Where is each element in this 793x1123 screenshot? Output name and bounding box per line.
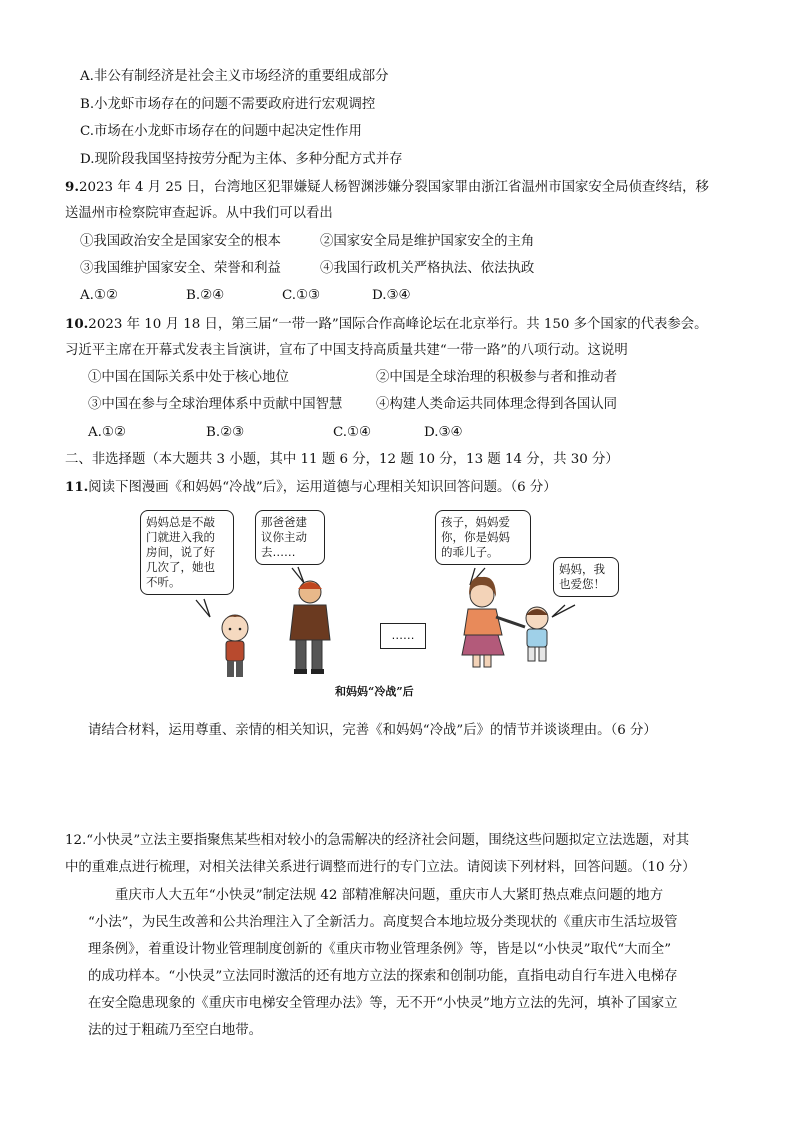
holding-hands-arm (496, 617, 525, 627)
q9-choice-a: A.①② (80, 288, 118, 303)
q11-prompt: 请结合材料，运用尊重、亲情的相关知识，完善《和妈妈“冷战”后》的情节并谈谈理由。（6 分） (88, 723, 657, 738)
q11-stem (65, 478, 557, 497)
q10-choice-b: B.②③ (206, 425, 245, 440)
mother-figure (462, 577, 525, 667)
q9-statement-2: ②国家安全局是维护国家安全的主角 (320, 234, 535, 249)
son-figure (526, 607, 548, 661)
q12-material-line5: 在安全隐患现象的《重庆市电梯安全管理办法》等，无不开“小快灵”地方立法的先河，填补了国家立 (88, 996, 678, 1011)
q8-option-b: B.小龙虾市场存在的问题不需要政府进行宏观调控 (80, 97, 376, 112)
section-heading: 二、非选择题（本大题共 3 小题，其中 11 题 6 分，12 题 10 分，13 题 14 分，共 30 分） (65, 452, 619, 467)
q12-material-line6: 法的过于粗疏乃至空白地带。 (88, 1023, 263, 1038)
comic-caption: 和妈妈“冷战”后 (335, 685, 414, 698)
q8-option-d: D.现阶段我国坚持按劳分配为主体、多种分配方式并存 (80, 152, 403, 167)
q9-choice-c: C.①③ (282, 288, 321, 303)
q10-stem-line1 (65, 315, 708, 334)
q8-option-c: C.市场在小龙虾市场存在的问题中起决定性作用 (80, 124, 362, 139)
q9-choice-d: D.③④ (372, 288, 411, 303)
speech-bubble-son: 妈妈，我 也爱您！ (553, 557, 619, 597)
q12-material-line2: “小法”，为民生改善和公共治理注入了全新活力。高度契合本地垃圾分类现状的《重庆市生活垃圾管 (88, 915, 678, 930)
bubble-tail-father (292, 567, 304, 583)
q9-number: 9. (65, 179, 79, 195)
q9-text: 2023 年 4 月 25 日，台湾地区犯罪嫌疑人杨智渊涉嫌分裂国家罪由浙江省温州市国家安全局侦查终结，移 (78, 180, 709, 195)
q10-statement-4: ④构建人类命运共同体理念得到各国认同 (376, 397, 618, 412)
q10-stem-line2: 习近平主席在开幕式发表主旨演讲，宣布了中国支持高质量共建“一带一路”的八项行动。这说明 (65, 343, 628, 358)
q10-statement-3: ③中国在参与全球治理体系中贡献中国智慧 (88, 397, 343, 412)
q11-text: 阅读下图漫画《和妈妈“冷战”后》，运用道德与心理相关知识回答问题。（6 分） (88, 480, 557, 495)
q9-statement-3: ③我国维护国家安全、荣誉和利益 (80, 261, 281, 276)
speech-bubble-child: 妈妈总是不敲 门就进入我的 房间，说了好 几次了，她也 不听。 (140, 510, 234, 595)
q10-choice-c: C.①④ (333, 425, 372, 440)
bubble-tail-child (196, 599, 210, 617)
bubble-tail-mother (470, 568, 485, 585)
q9-statement-1: ①我国政治安全是国家安全的根本 (80, 234, 281, 249)
boy-figure (222, 615, 248, 677)
q12-material-line4: 的成功样本。“小快灵”立法同时激活的还有地方立法的探索和创制功能，直指电动自行车进入电梯存 (88, 969, 678, 984)
father-figure (290, 581, 330, 674)
q10-choice-d: D.③④ (424, 425, 463, 440)
ellipsis-panel: …… (380, 623, 426, 649)
q12-material-line3: 理条例》，着重设计物业管理制度创新的《重庆市物业管理条例》等，皆是以“小快灵”取代“大而全” (88, 942, 672, 957)
bubble-tail-son (552, 605, 575, 617)
q12-stem-line2: 中的重难点进行梳理，对相关法律关系进行调整而进行的专门立法。请阅读下列材料，回答问题。（10 分） (65, 860, 696, 875)
q9-statement-4: ④我国行政机关严格执法、依法执政 (320, 261, 535, 276)
q10-text: 2023 年 10 月 18 日，第三届“一带一路”国际合作高峰论坛在北京举行。共 150 多个国家的代表参会。 (88, 317, 708, 332)
comic-illustration (120, 505, 680, 705)
q9-stem-line1 (65, 178, 709, 197)
q9-stem-line2: 送温州市检察院审查起诉。从中我们可以看出 (65, 206, 333, 221)
q9-choice-b: B.②④ (186, 288, 225, 303)
q10-number: 10. (65, 316, 89, 332)
q11-number: 11. (65, 479, 89, 495)
speech-bubble-father: 那爸爸建 议你主动 去…… (255, 510, 325, 565)
q10-statement-2: ②中国是全球治理的积极参与者和推动者 (376, 370, 618, 385)
q10-statement-1: ①中国在国际关系中处于核心地位 (88, 370, 289, 385)
q10-choice-a: A.①② (88, 425, 126, 440)
q12-material-line1: 重庆市人大五年“小快灵”制定法规 42 部精准解决问题，重庆市人大紧盯热点难点问题的地方 (115, 888, 664, 903)
q8-option-a: A.非公有制经济是社会主义市场经济的重要组成部分 (80, 69, 389, 84)
speech-bubble-mother: 孩子，妈妈爱 你，你是妈妈 的乖儿子。 (435, 510, 531, 565)
q12-stem-line1: 12.“小快灵”立法主要指聚焦某些相对较小的急需解决的经济社会问题，围绕这些问题拟定立法选题，对其 (65, 833, 690, 848)
